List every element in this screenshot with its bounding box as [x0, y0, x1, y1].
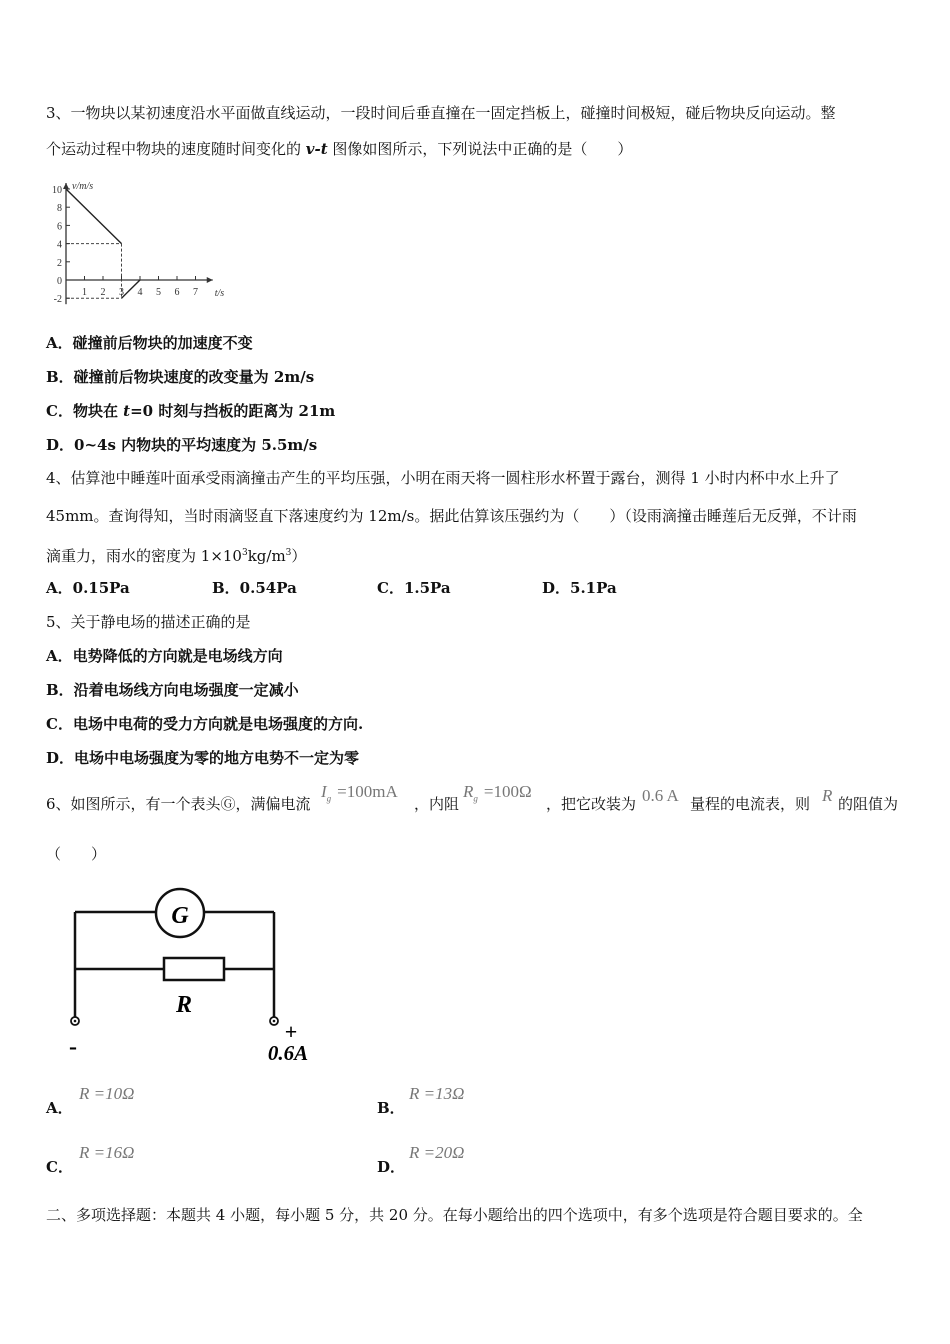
q6-paren: （ ）	[46, 845, 107, 863]
q6-option-c-value[interactable]: R =16Ω	[79, 1143, 135, 1162]
y-tick-label: 10	[52, 185, 62, 196]
resistor-label: R	[175, 992, 193, 1018]
q3-option-b[interactable]: B．碰撞前后物块速度的改变量为 2m/s	[46, 368, 315, 386]
q4-option-c[interactable]: C．1.5Pa	[377, 579, 451, 597]
y-tick-label: 2	[57, 257, 62, 269]
y-axis-arrow	[63, 183, 69, 189]
q3-stem-line2: 个运动过程中物块的速度随时间变化的 v-t 图像如图所示，下列说法中正确的是（ ）	[46, 140, 633, 158]
q3-option-a[interactable]: A．碰撞前后物块的加速度不变	[46, 334, 253, 352]
y-tick-label: 4	[57, 239, 62, 251]
q6-option-d-value[interactable]: R =20Ω	[409, 1143, 465, 1162]
range-label: 0.6A	[267, 1041, 309, 1065]
q6-stem-e: 的阻值为	[838, 795, 899, 813]
q5-option-a[interactable]: A．电势降低的方向就是电场线方向	[46, 647, 283, 665]
q3-option-c[interactable]: C．物块在 t=0 时刻与挡板的距离为 21m	[46, 402, 336, 420]
x-tick-label: 3	[119, 287, 124, 298]
q4-stem-line2: 45mm。查询得知，当时雨滴竖直下落速度约为 12m/s。据此估算该压强约为（ ）（设雨滴撞击睡莲后无反弹，不计雨	[46, 507, 857, 525]
resistor-icon	[164, 958, 224, 980]
q5-option-d[interactable]: D．电场中电场强度为零的地方电势不一定为零	[46, 749, 360, 767]
y-tick-label: 8	[57, 203, 62, 215]
circuit-diagram	[60, 882, 330, 1067]
x-axis-label: t/s	[214, 288, 225, 299]
q6-range: 0.6 A	[642, 786, 679, 805]
plus-label: +	[284, 1019, 298, 1044]
x-tick-label: 7	[193, 287, 198, 298]
q4-option-a[interactable]: A．0.15Pa	[46, 579, 130, 597]
y-axis-label: v/m/s	[72, 181, 94, 192]
q4-stem-line1: 4、估算池中睡莲叶面承受雨滴撞击产生的平均压强，小明在雨天将一圆柱形水杯置于露台，测得 1 小时内杯中水上升了	[46, 469, 840, 487]
minus-label: -	[69, 1034, 77, 1060]
y-tick-label: 6	[57, 221, 62, 233]
q4-stem-line3: 滴重力，雨水的密度为 $1\times 10^3kg/m^3$）	[46, 547, 307, 565]
x-axis-arrow	[207, 277, 213, 283]
q6-ig: $I_g =100mA$	[321, 782, 398, 804]
q6-stem-a: 6、如图所示，有一个表头Ⓖ，满偏电流	[46, 795, 311, 813]
vt-chart	[44, 175, 229, 310]
x-tick-label: 1	[82, 287, 87, 298]
vt-ticks	[52, 185, 198, 305]
q4-option-d[interactable]: D．5.1Pa	[542, 579, 617, 597]
y-tick-label: -2	[53, 294, 62, 306]
x-tick-label: 6	[174, 287, 180, 298]
y-tick-label: 0	[57, 276, 62, 287]
q5-option-c[interactable]: C．电场中电荷的受力方向就是电场强度的方向.	[46, 715, 364, 733]
vt-guides	[66, 244, 122, 299]
x-tick-label: 5	[156, 287, 161, 298]
q6-r-symbol: R	[822, 786, 833, 805]
x-tick-label: 4	[137, 287, 143, 298]
series-line-before	[66, 189, 122, 244]
q6-option-a-label[interactable]: A．	[46, 1099, 73, 1117]
q3-option-d[interactable]: D．0~4s 内物块的平均速度为 5.5m/s	[46, 436, 318, 454]
q6-stem-d: 量程的电流表，则	[690, 795, 811, 813]
q6-option-b-value[interactable]: R =13Ω	[409, 1084, 465, 1103]
q3-stem-line1: 3、一物块以某初速度沿水平面做直线运动，一段时间后垂直撞在一固定挡板上，碰撞时间极短，碰后物块反向运动。整	[46, 104, 836, 122]
vt-axes	[63, 181, 224, 304]
q6-option-c-label[interactable]: C．	[46, 1158, 73, 1176]
q6-option-d-label[interactable]: D．	[377, 1158, 406, 1176]
galvanometer-label: G	[171, 903, 189, 929]
q6-stem-b: ，内阻	[414, 795, 460, 813]
q5-option-b[interactable]: B．沿着电场线方向电场强度一定减小	[46, 681, 299, 699]
q6-option-a-value[interactable]: R =10Ω	[79, 1084, 135, 1103]
x-tick-label: 2	[100, 287, 106, 298]
q6-rg: $R_g =100\Omega$	[463, 782, 532, 804]
q5-stem: 5、关于静电场的描述正确的是	[46, 613, 251, 631]
q6-option-b-label[interactable]: B．	[377, 1099, 405, 1117]
q4-option-b[interactable]: B．0.54Pa	[212, 579, 297, 597]
section2-heading: 二、多项选择题：本题共 4 小题，每小题 5 分，共 20 分。在每小题给出的四个选项中，有多个选项是符合题目要求的。全	[46, 1206, 863, 1224]
q6-stem-c: ，把它改装为	[546, 795, 637, 813]
